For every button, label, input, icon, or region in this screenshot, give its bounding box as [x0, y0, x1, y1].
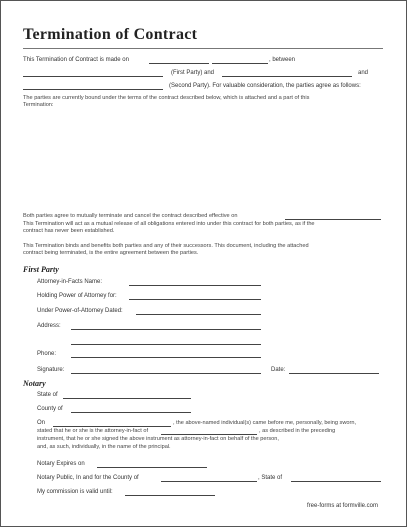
between-label: , between [269, 57, 296, 63]
notary-heading: Notary [23, 379, 46, 388]
first-party-label: (First Party) and [171, 70, 215, 76]
address-field-line-1[interactable] [71, 329, 261, 330]
second-party-label: (Second Party). For valuable consideration, the parties agree as follows: [169, 83, 361, 89]
signature-label: Signature: [37, 367, 65, 373]
notary-body-line-5: and, as such, individually, in the name of the principal. [37, 444, 171, 450]
commission-field[interactable] [125, 495, 215, 496]
agreement-text-line-5: contract being terminated, is the entire agreement between the parties. [23, 250, 199, 256]
made-on-year-field[interactable] [212, 63, 268, 64]
notary-state-field[interactable] [291, 481, 381, 482]
attorney-name-field[interactable] [129, 285, 261, 286]
agreement-text-line-1: Both parties agree to mutually terminate and cancel the contract described effective on [23, 213, 238, 219]
address-field-line-2[interactable] [71, 344, 261, 345]
attorney-of-field[interactable] [161, 434, 257, 435]
notary-public-county-label: Notary Public, In and for the County of [37, 475, 139, 481]
commission-label: My commission is valid until: [37, 489, 113, 495]
bound-text-line-1: The parties are currently bound under the terms of the contract described below, which is attached and a part of this [23, 95, 310, 101]
holding-poa-field[interactable] [129, 299, 261, 300]
and-label: and [358, 70, 369, 76]
notary-body-line-2: stated that he or she is the attorney-in-fact of [37, 428, 149, 434]
effective-date-field[interactable] [285, 219, 381, 220]
date-field[interactable] [289, 373, 379, 374]
poa-dated-field[interactable] [136, 314, 261, 315]
state-of-tail-label: , State of [258, 475, 283, 481]
footer-credit: free-forms at formville.com [306, 503, 378, 509]
notary-expires-field[interactable] [97, 467, 207, 468]
second-party-extra-field[interactable] [23, 89, 163, 90]
bound-text-line-2: Termination: [23, 102, 54, 108]
state-of-label: State of [37, 392, 58, 398]
notary-public-county-field[interactable] [161, 481, 257, 482]
phone-field[interactable] [71, 357, 261, 358]
agreement-text-line-2: This Termination will act as a mutual release of all obligations entered into under this contract for both parties, as if the [23, 221, 315, 227]
phone-label: Phone: [37, 351, 57, 357]
poa-dated-label: Under Power-of-Attorney Dated: [37, 308, 123, 314]
notary-expires-label: Notary Expires on [37, 461, 85, 467]
notary-body-line-1: , the above-named individual(s) came before me, personally, being sworn, [173, 420, 357, 426]
first-party-name-field[interactable] [23, 76, 163, 77]
agreement-text-line-4: This Termination binds and benefits both parties and any of their successors. This document, including the attached [23, 243, 309, 249]
county-of-label: County of [37, 406, 63, 412]
title-divider [23, 48, 383, 49]
date-label: Date: [271, 367, 286, 373]
state-of-field[interactable] [63, 398, 191, 399]
notary-body-line-3: , as described in the preceding [259, 428, 336, 434]
holding-poa-label: Holding Power of Attorney for: [37, 293, 117, 299]
made-on-label: This Termination of Contract is made on [23, 57, 129, 63]
address-label: Address: [37, 323, 61, 329]
agreement-text-line-3: contract has never been established. [23, 228, 115, 234]
notary-body-line-4: instrument, that he or she signed the above instrument as attorney-in-fact on behalf of the person, [37, 436, 279, 442]
second-party-name-field[interactable] [222, 76, 352, 77]
county-of-field[interactable] [71, 412, 191, 413]
document-title: Termination of Contract [23, 26, 198, 43]
made-on-date-field[interactable] [149, 63, 209, 64]
first-party-heading: First Party [23, 265, 59, 274]
signature-field[interactable] [71, 373, 261, 374]
notary-on-date-field[interactable] [53, 426, 171, 427]
attorney-name-label: Attorney-in-Facts Name: [37, 279, 103, 285]
notary-on-label: On [37, 420, 46, 426]
